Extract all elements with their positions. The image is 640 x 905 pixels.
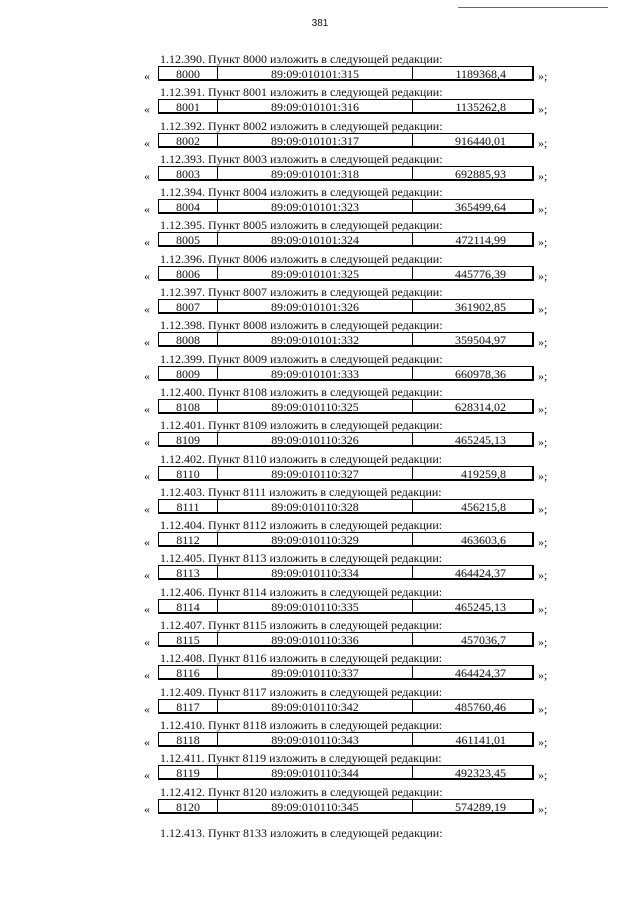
- item-number-cell: 8109: [159, 433, 218, 445]
- item-number-cell: 8006: [159, 267, 218, 279]
- table-row: [158, 499, 534, 514]
- clause-heading: 1.12.401. Пункт 8109 изложить в следующей редакции:: [160, 418, 443, 433]
- table-row: [158, 232, 534, 247]
- clause-heading: 1.12.407. Пункт 8115 изложить в следующей редакции:: [160, 618, 443, 633]
- table-row: [158, 133, 534, 148]
- value-cell: 456215,8: [461, 499, 506, 514]
- value-cell: 365499,64: [455, 200, 506, 215]
- cadastral-number-cell: 89:09:010101:333: [218, 367, 413, 379]
- clause-heading: 1.12.392. Пункт 8002 изложить в следующей редакции:: [160, 118, 443, 133]
- item-number-cell: 8111: [159, 500, 218, 512]
- amendment-entry: [0, 185, 640, 221]
- item-number-cell: 8113: [159, 566, 218, 578]
- value-cell: 1135262,8: [455, 100, 506, 115]
- item-number-cell: 8117: [159, 700, 218, 712]
- clause-heading: 1.12.395. Пункт 8005 изложить в следующей редакции:: [160, 218, 443, 233]
- quote-open: «: [144, 501, 150, 516]
- item-number-cell: 8002: [159, 134, 218, 146]
- value-cell: 628314,02: [455, 399, 506, 414]
- quote-close: »;: [538, 168, 548, 183]
- table-row: [158, 266, 534, 281]
- table-row: [158, 599, 534, 614]
- quote-open: «: [144, 235, 150, 250]
- cadastral-number-cell: 89:09:010110:337: [218, 666, 413, 678]
- table-row: [158, 699, 534, 714]
- value-cell: 419259,8: [461, 466, 506, 481]
- clause-heading: 1.12.405. Пункт 8113 изложить в следующей редакции:: [160, 551, 443, 566]
- amendment-entry: [0, 751, 640, 787]
- value-cell: 916440,01: [455, 133, 506, 148]
- clause-heading: 1.12.410. Пункт 8118 изложить в следующей редакции:: [160, 717, 443, 732]
- table-row: [158, 732, 534, 747]
- value-cell: 472114,99: [455, 233, 506, 248]
- quote-close: »;: [538, 635, 548, 650]
- value-cell: 461141,01: [455, 732, 506, 747]
- quote-open: «: [144, 701, 150, 716]
- cadastral-number-cell: 89:09:010110:327: [218, 467, 413, 479]
- quote-open: «: [144, 468, 150, 483]
- cadastral-number-cell: 89:09:010110:325: [218, 400, 413, 412]
- cadastral-number-cell: 89:09:010101:318: [218, 167, 413, 179]
- table-row: [158, 366, 534, 381]
- amendment-entry: [0, 218, 640, 254]
- item-number-cell: 8009: [159, 367, 218, 379]
- table-row: [158, 399, 534, 414]
- quote-close: »;: [538, 435, 548, 450]
- quote-close: »;: [538, 801, 548, 816]
- clause-heading: 1.12.399. Пункт 8009 изложить в следующей редакции:: [160, 351, 443, 366]
- cadastral-number-cell: 89:09:010110:328: [218, 500, 413, 512]
- value-cell: 464424,37: [455, 666, 506, 681]
- value-cell: 660978,36: [455, 366, 506, 381]
- cadastral-number-cell: 89:09:010101:323: [218, 200, 413, 212]
- clause-heading: 1.12.398. Пункт 8008 изложить в следующей редакции:: [160, 318, 443, 333]
- quote-open: «: [144, 69, 150, 83]
- item-number-cell: 8005: [159, 233, 218, 245]
- amendment-entry: [0, 118, 640, 155]
- table-row: [158, 432, 534, 447]
- item-number-cell: 8008: [159, 333, 218, 345]
- cadastral-number-cell: 89:09:010101:325: [218, 267, 413, 279]
- table-row: [158, 799, 534, 814]
- cadastral-number-cell: 89:09:010110:345: [218, 800, 413, 812]
- cadastral-number-cell: 89:09:010101:326: [218, 300, 413, 312]
- cadastral-number-cell: 89:09:010101:332: [218, 333, 413, 345]
- clause-heading: 1.12.391. Пункт 8001 изложить в следующей редакции:: [160, 85, 443, 100]
- cadastral-number-cell: 89:09:010110:344: [218, 766, 413, 778]
- item-number-cell: 8119: [159, 766, 218, 778]
- quote-open: «: [144, 302, 150, 317]
- quote-close: »;: [538, 335, 548, 350]
- item-number-cell: 8004: [159, 200, 218, 212]
- cadastral-number-cell: 89:09:010101:315: [218, 67, 413, 79]
- cadastral-number-cell: 89:09:010110:342: [218, 700, 413, 712]
- quote-open: «: [144, 368, 150, 383]
- clause-heading: 1.12.390. Пункт 8000 изложить в следующей редакции:: [160, 52, 443, 66]
- page-number: 381: [311, 18, 329, 29]
- clause-heading: 1.12.403. Пункт 8111 изложить в следующей редакции:: [160, 484, 442, 499]
- amendment-entry: [0, 85, 640, 121]
- table-row: [158, 466, 534, 481]
- cadastral-number-cell: 89:09:010110:334: [218, 566, 413, 578]
- quote-close: »;: [538, 302, 548, 317]
- quote-open: «: [144, 568, 150, 583]
- table-row: [158, 166, 534, 181]
- quote-open: «: [144, 168, 150, 183]
- clause-heading: 1.12.400. Пункт 8108 изложить в следующей редакции:: [160, 384, 443, 399]
- table-row: [158, 765, 534, 780]
- amendment-entry: [0, 784, 640, 821]
- value-cell: 445776,39: [455, 266, 506, 281]
- quote-open: «: [144, 335, 150, 350]
- table-row: [158, 199, 534, 214]
- item-number-cell: 8110: [159, 467, 218, 479]
- amendment-entry: [0, 151, 640, 188]
- cadastral-number-cell: 89:09:010110:336: [218, 633, 413, 645]
- table-row: [158, 532, 534, 547]
- quote-close: »;: [538, 368, 548, 383]
- table-row: [158, 665, 534, 680]
- amendment-entry: [0, 418, 640, 454]
- quote-open: «: [144, 601, 150, 616]
- quote-close: »;: [538, 568, 548, 583]
- item-number-cell: 8108: [159, 400, 218, 412]
- quote-open: «: [144, 135, 150, 150]
- amendment-entry: [0, 651, 640, 687]
- cadastral-number-cell: 89:09:010110:326: [218, 433, 413, 445]
- value-cell: 492323,45: [455, 766, 506, 781]
- item-number-cell: 8115: [159, 633, 218, 645]
- amendment-entry: [0, 318, 640, 354]
- item-number-cell: 8007: [159, 300, 218, 312]
- quote-open: «: [144, 401, 150, 416]
- quote-open: «: [144, 801, 150, 816]
- clause-heading: 1.12.404. Пункт 8112 изложить в следующей редакции:: [160, 518, 443, 533]
- cadastral-number-cell: 89:09:010110:335: [218, 600, 413, 612]
- item-number-cell: 8114: [159, 600, 218, 612]
- value-cell: 361902,85: [455, 300, 506, 315]
- quote-close: »;: [538, 668, 548, 683]
- clause-heading: 1.12.397. Пункт 8007 изложить в следующей редакции:: [160, 285, 443, 300]
- clause-heading: 1.12.411. Пункт 8119 изложить в следующей редакции:: [160, 751, 442, 766]
- amendment-entry: [0, 584, 640, 621]
- amendment-entry: [0, 285, 640, 321]
- quote-open: «: [144, 535, 150, 550]
- value-cell: 485760,46: [455, 699, 506, 714]
- value-cell: 692885,93: [455, 166, 506, 181]
- quote-close: »;: [538, 69, 548, 83]
- item-number-cell: 8118: [159, 733, 218, 745]
- item-number-cell: 8003: [159, 167, 218, 179]
- quote-close: »;: [538, 202, 548, 217]
- item-number-cell: 8000: [159, 67, 218, 79]
- amendment-entry: [0, 717, 640, 754]
- quote-open: «: [144, 668, 150, 683]
- cadastral-number-cell: 89:09:010101:316: [218, 100, 413, 112]
- quote-close: »;: [538, 235, 548, 250]
- top-rule: [458, 7, 608, 8]
- last-clause-heading: 1.12.413. Пункт 8133 изложить в следующей редакции:: [160, 826, 443, 840]
- item-number-cell: 8112: [159, 533, 218, 545]
- clause-heading: 1.12.396. Пункт 8006 изложить в следующей редакции:: [160, 251, 443, 266]
- quote-open: «: [144, 102, 150, 117]
- amendment-entry: [0, 251, 640, 288]
- cadastral-number-cell: 89:09:010101:317: [218, 134, 413, 146]
- value-cell: 465245,13: [455, 599, 506, 614]
- clause-heading: 1.12.394. Пункт 8004 изложить в следующей редакции:: [160, 185, 443, 200]
- clause-heading: 1.12.393. Пункт 8003 изложить в следующей редакции:: [160, 151, 443, 166]
- cadastral-number-cell: 89:09:010110:329: [218, 533, 413, 545]
- quote-close: »;: [538, 468, 548, 483]
- quote-close: »;: [538, 102, 548, 117]
- quote-open: «: [144, 635, 150, 650]
- value-cell: 457036,7: [461, 633, 506, 648]
- quote-open: «: [144, 768, 150, 783]
- value-cell: 1189368,4: [455, 67, 506, 81]
- quote-open: «: [144, 268, 150, 283]
- quote-open: «: [144, 202, 150, 217]
- table-row: [158, 99, 534, 114]
- quote-close: »;: [538, 601, 548, 616]
- quote-close: »;: [538, 768, 548, 783]
- quote-close: »;: [538, 268, 548, 283]
- amendment-entry: [0, 518, 640, 554]
- clause-heading: 1.12.402. Пункт 8110 изложить в следующей редакции:: [160, 451, 443, 466]
- quote-open: «: [144, 734, 150, 749]
- amendment-list: [0, 52, 640, 821]
- amendment-entry: [0, 451, 640, 488]
- quote-close: »;: [538, 535, 548, 550]
- table-row: [158, 632, 534, 647]
- cadastral-number-cell: 89:09:010101:324: [218, 233, 413, 245]
- amendment-entry: [0, 52, 640, 88]
- value-cell: 465245,13: [455, 433, 506, 448]
- value-cell: 464424,37: [455, 566, 506, 581]
- value-cell: 359504,97: [455, 333, 506, 348]
- amendment-entry: [0, 484, 640, 521]
- item-number-cell: 8116: [159, 666, 218, 678]
- table-row: [158, 66, 534, 81]
- table-row: [158, 332, 534, 347]
- quote-close: »;: [538, 734, 548, 749]
- amendment-entry: [0, 618, 640, 654]
- table-row: [158, 565, 534, 580]
- quote-close: »;: [538, 701, 548, 716]
- quote-open: «: [144, 435, 150, 450]
- amendment-entry: [0, 384, 640, 421]
- table-row: [158, 299, 534, 314]
- quote-close: »;: [538, 401, 548, 416]
- amendment-entry: [0, 351, 640, 388]
- item-number-cell: 8120: [159, 800, 218, 812]
- value-cell: 463603,6: [461, 533, 506, 548]
- quote-close: »;: [538, 135, 548, 150]
- value-cell: 574289,19: [455, 799, 506, 814]
- amendment-entry: [0, 551, 640, 587]
- amendment-entry: [0, 684, 640, 721]
- clause-heading: 1.12.409. Пункт 8117 изложить в следующей редакции:: [160, 684, 443, 699]
- item-number-cell: 8001: [159, 100, 218, 112]
- quote-close: »;: [538, 501, 548, 516]
- cadastral-number-cell: 89:09:010110:343: [218, 733, 413, 745]
- clause-heading: 1.12.408. Пункт 8116 изложить в следующей редакции:: [160, 651, 443, 666]
- clause-heading: 1.12.412. Пункт 8120 изложить в следующей редакции:: [160, 784, 443, 799]
- clause-heading: 1.12.406. Пункт 8114 изложить в следующей редакции:: [160, 584, 443, 599]
